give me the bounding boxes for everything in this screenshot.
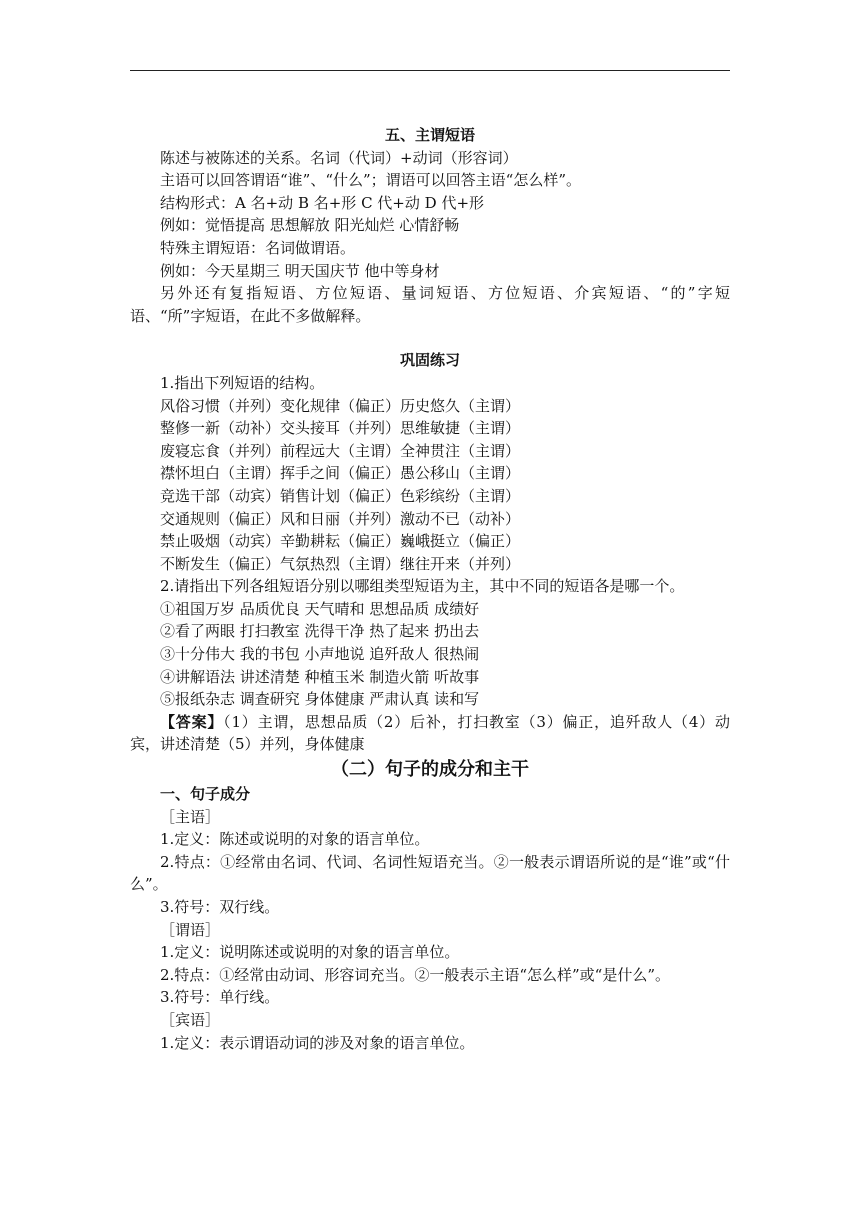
exercise-line: 整修一新（动补）交头接耳（并列）思维敏捷（主谓） [160, 419, 521, 438]
header-rule [130, 70, 730, 71]
exercise-line: ②看了两眼 打扫教室 洗得干净 热了起来 扔出去 [160, 622, 480, 641]
text-line: 例如：今天星期三 明天国庆节 他中等身材 [160, 261, 440, 280]
exercise-line: 禁止吸烟（动宾）辛勤耕耘（偏正）巍峨挺立（偏正） [160, 532, 521, 551]
subject-label: ［主语］ [160, 807, 221, 826]
exercise-line: 废寝忘食（并列）前程远大（主谓）全神贯注（主谓） [160, 441, 521, 460]
text-line: 陈述与被陈述的关系。名词（代词）+动词（形容词） [160, 148, 518, 167]
definition-line: 1.定义：说明陈述或说明的对象的语言单位。 [160, 943, 460, 962]
exercise-line: 交通规则（偏正）风和日丽（并列）激动不已（动补） [160, 509, 521, 528]
object-label: ［宾语］ [160, 1010, 221, 1029]
text-paragraph: 另外还有复指短语、方位短语、量词短语、方位短语、介宾短语、“的”字短语、“所”字短语，在此不多做解释。 [130, 284, 730, 325]
answer-text: （1）主谓，思想品质（2）后补，打扫教室（3）偏正，追歼敌人（4）动宾，讲述清楚（5）并列，身体健康 [130, 712, 730, 754]
spacer [130, 327, 730, 349]
question-title: 2.请指出下列各组短语分别以哪组类型短语为主，其中不同的短语各是哪一个。 [160, 577, 685, 596]
symbol-line: 3.符号：双行线。 [160, 898, 280, 916]
practice-heading: 巩固练习 [399, 351, 460, 370]
exercise-line: ③十分伟大 我的书包 小声地说 追歼敌人 很热闹 [160, 645, 480, 664]
feature-line: 2.特点：①经常由动词、形容词充当。②一般表示主语“怎么样”或“是什么”。 [160, 965, 670, 984]
chapter-heading: （二）句子的成分和主干 [331, 759, 529, 781]
section-heading-subject-predicate: 五、主谓短语 [384, 126, 475, 144]
definition-line: 1.定义：陈述或说明的对象的语言单位。 [160, 830, 430, 849]
exercise-line: 襟怀坦白（主谓）挥手之间（偏正）愚公移山（主谓） [160, 464, 521, 483]
exercise-line: ①祖国万岁 品质优良 天气晴和 思想品质 成绩好 [160, 599, 480, 618]
exercise-line: ④讲解语法 讲述清楚 种植玉米 制造火箭 听故事 [160, 667, 480, 686]
predicate-label: ［谓语］ [160, 920, 221, 939]
text-line: 结构形式：A 名+动 B 名+形 C 代+动 D 代+形 [160, 193, 485, 212]
exercise-line: 竞选干部（动宾）销售计划（偏正）色彩缤纷（主谓） [160, 486, 521, 505]
exercise-line: 风俗习惯（并列）变化规律（偏正）历史悠久（主谓） [160, 396, 521, 415]
text-line: 例如：觉悟提高 思想解放 阳光灿烂 心情舒畅 [160, 216, 460, 235]
answer-label: 【答案】 [160, 712, 224, 731]
exercise-line: 不断发生（偏正）气氛热烈（主谓）继往开来（并列） [160, 554, 521, 573]
text-line: 特殊主谓短语：名词做谓语。 [160, 238, 356, 257]
exercise-line: ⑤报纸杂志 调查研究 身体健康 严肃认真 读和写 [160, 690, 480, 709]
subsection-heading: 一、句子成分 [160, 785, 251, 804]
text-line: 主语可以回答谓语“谁”、“什么”；谓语可以回答主语“怎么样”。 [160, 171, 582, 190]
definition-line: 1.定义：表示谓语动词的涉及对象的语言单位。 [160, 1033, 475, 1052]
feature-line: 2.特点：①经常由名词、代词、名词性短语充当。②一般表示谓语所说的是“谁”或“什么”。 [130, 852, 730, 894]
answer-paragraph [130, 711, 730, 756]
question-title: 1.指出下列短语的结构。 [160, 373, 325, 392]
symbol-line: 3.符号：单行线。 [160, 988, 280, 1007]
document-body [130, 124, 730, 1054]
